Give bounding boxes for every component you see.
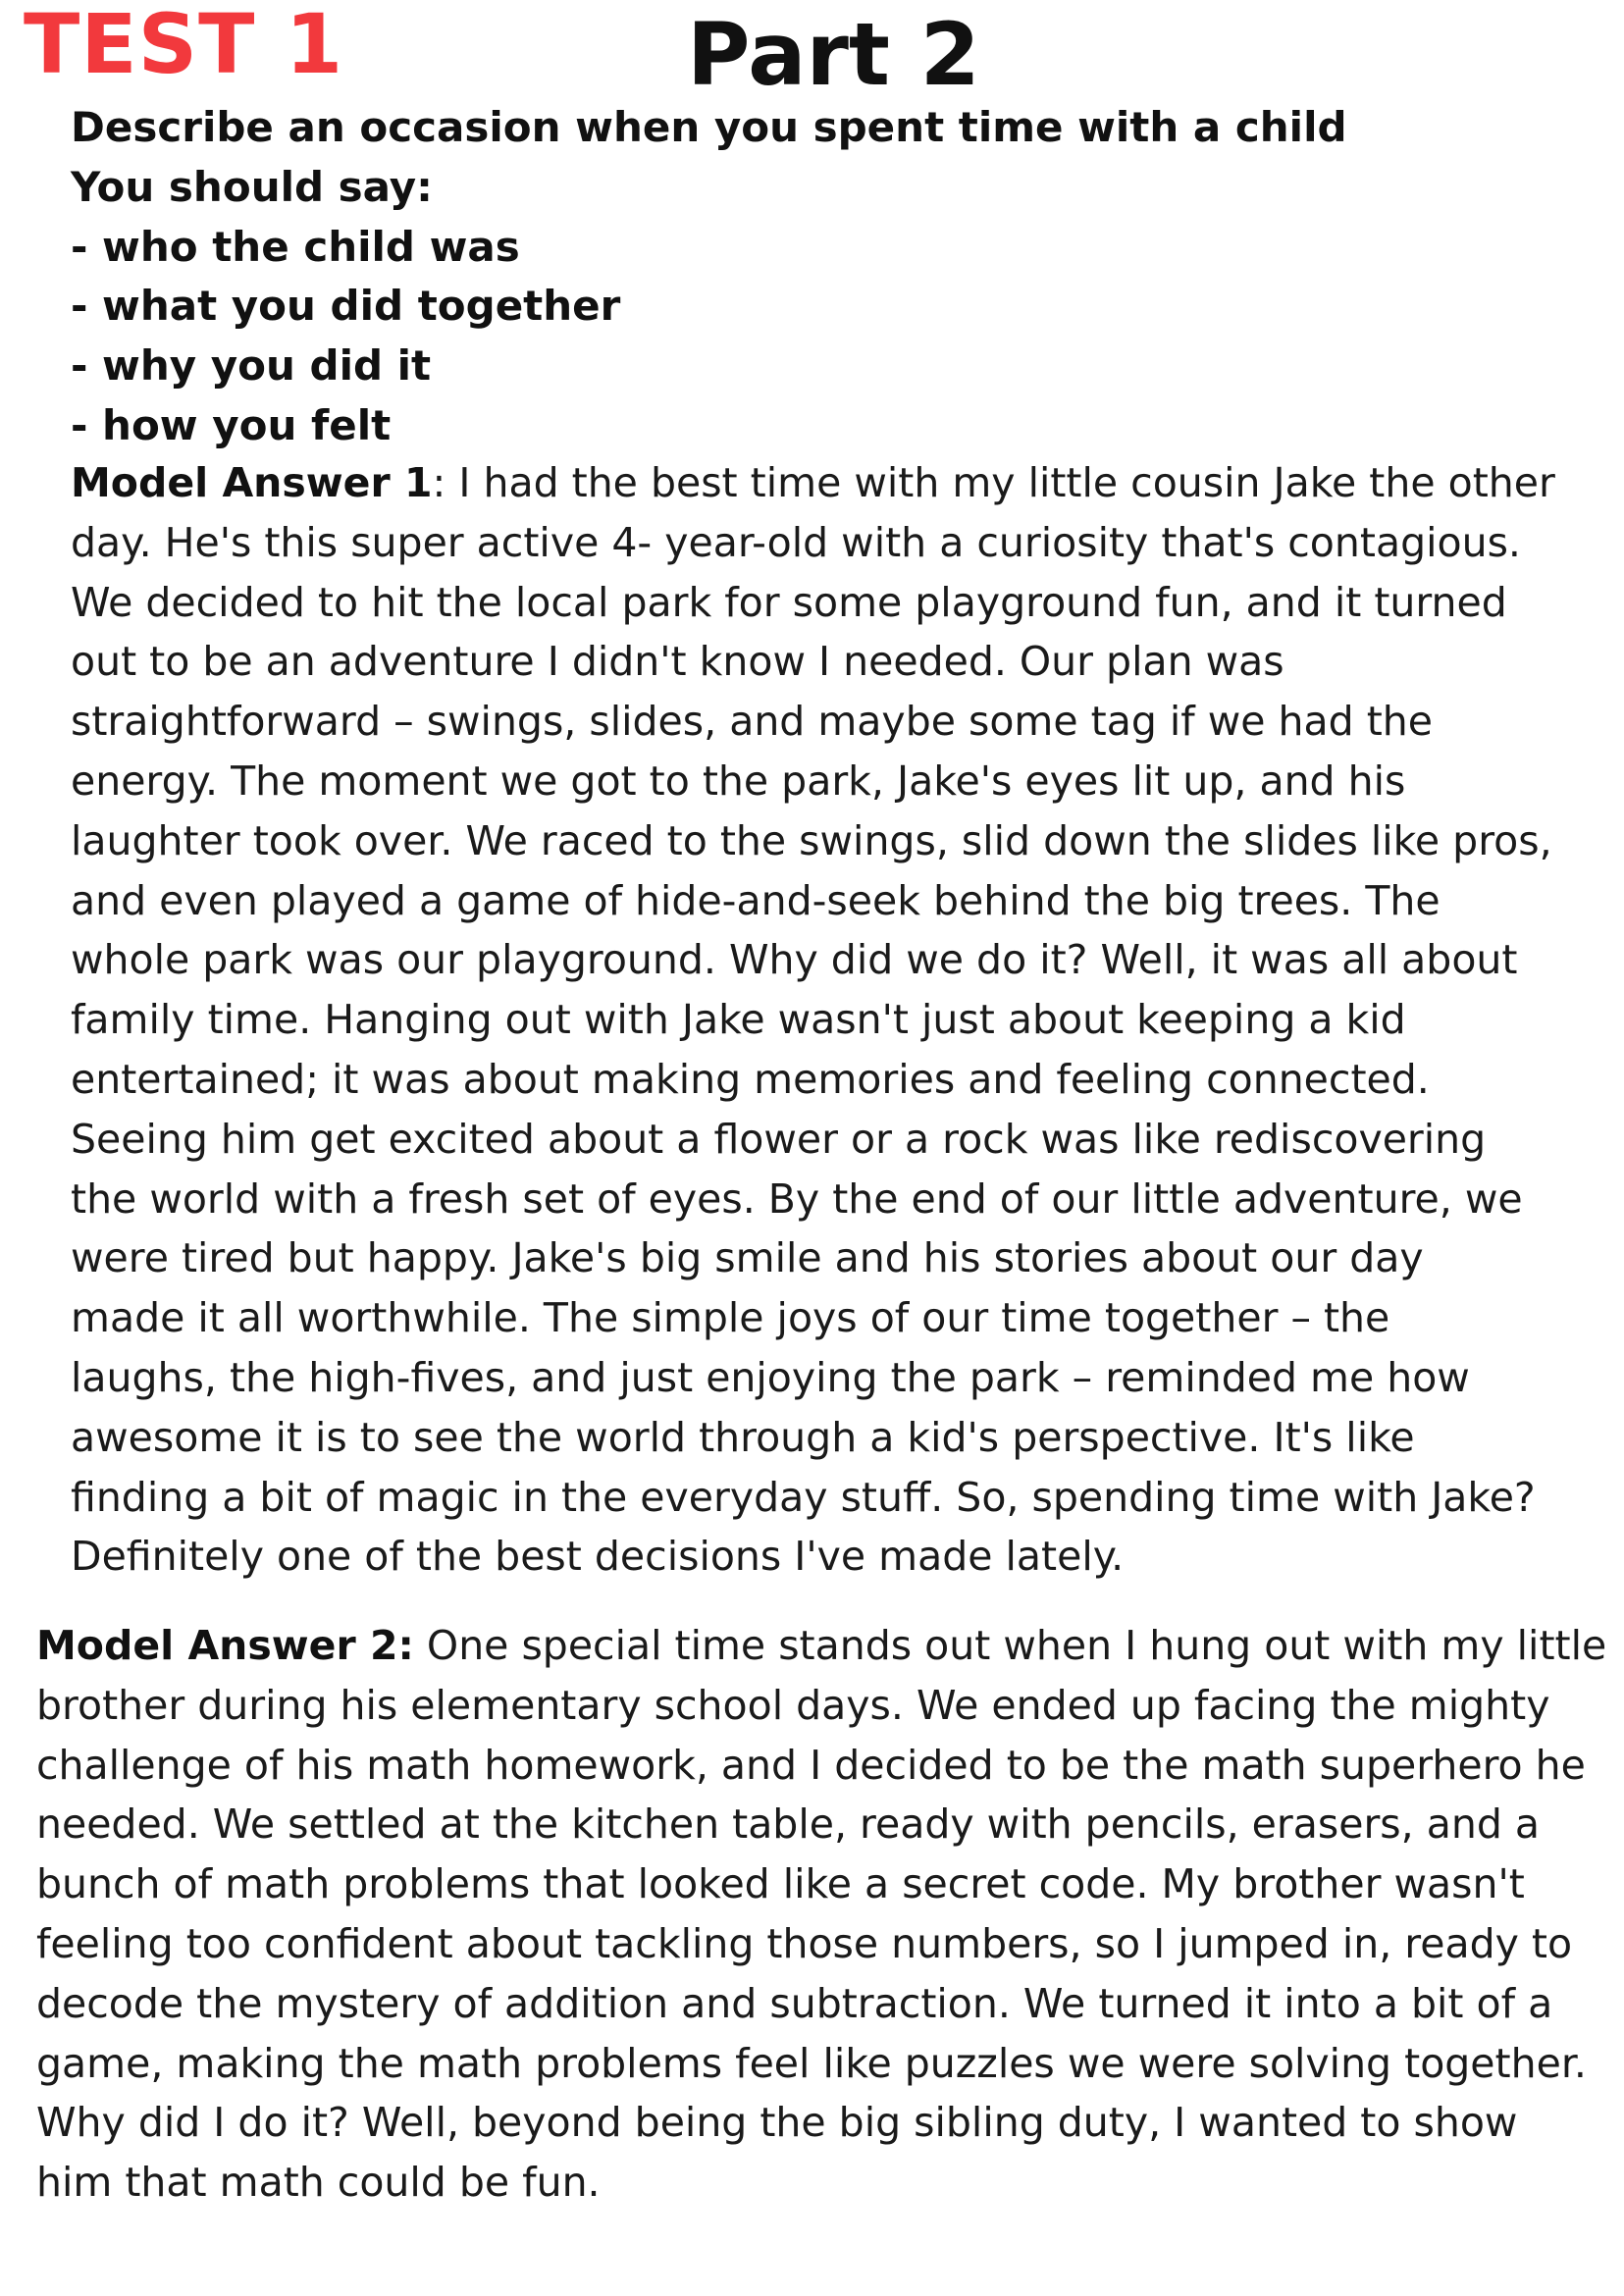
answer-line: the world with a fresh set of eyes. By the end of our little adventure, we (71, 1174, 1523, 1223)
answer-line: laughter took over. We raced to the swings, slid down the slides like pros, (71, 816, 1552, 864)
cue-card-point: - how you felt (71, 400, 392, 449)
answer-line: needed. We settled at the kitchen table, ready with pencils, erasers, and a (36, 1800, 1541, 1849)
answer-line: made it all worthwhile. The simple joys of our time together – the (71, 1294, 1390, 1342)
cue-card-point: - why you did it (71, 341, 432, 391)
cue-card-point: - who the child was (71, 222, 520, 271)
answer-line: laughs, the high-fives, and just enjoying the park – reminded me how (71, 1353, 1470, 1401)
test-label: TEST 1 (24, 0, 344, 92)
answer-line: Why did I do it? Well, beyond being the big sibling duty, I wanted to show (36, 2099, 1518, 2147)
answer-line: day. He's this super active 4- year-old with a curiosity that's contagious. (71, 518, 1521, 566)
answer-line: feeling too confident about tackling those numbers, so I jumped in, ready to (36, 1919, 1573, 1967)
answer-line: family time. Hanging out with Jake wasn't just about keeping a kid (71, 996, 1406, 1044)
answer-line: game, making the math problems feel like puzzles we were solving together. (36, 2039, 1587, 2087)
answer-line: decode the mystery of addition and subtraction. We turned it into a bit of a (36, 1979, 1553, 2027)
answer-line: were tired but happy. Jake's big smile and his stories about our day (71, 1234, 1424, 1282)
part-title: Part 2 (687, 4, 980, 105)
answer-line: him that math could be fun. (36, 2159, 601, 2207)
answer-line: Seeing him get excited about a flower or a rock was like rediscovering (71, 1115, 1487, 1163)
answer-text: : I had the best time with my little cousin Jake the other (432, 459, 1555, 506)
answer-line: brother during his elementary school days. We ended up facing the mighty (36, 1681, 1550, 1729)
answer-line: entertained; it was about making memories and feeling connected. (71, 1055, 1430, 1103)
cue-card-topic: Describe an occasion when you spent time with a child (71, 103, 1347, 151)
answer-line: straightforward – swings, slides, and maybe some tag if we had the (71, 698, 1433, 746)
model-answer-1-label: Model Answer 1 (71, 459, 433, 506)
answer-line: out to be an adventure I didn't know I needed. Our plan was (71, 638, 1284, 686)
cue-card-point: - what you did together (71, 282, 621, 331)
answer-line: Definitely one of the best decisions I've made lately. (71, 1533, 1125, 1581)
cue-card (71, 98, 1582, 456)
answer-line: and even played a game of hide-and-seek behind the big trees. The (71, 876, 1441, 924)
answer-line (71, 453, 1611, 513)
answer-line: challenge of his math homework, and I decided to be the math superhero he (36, 1741, 1586, 1789)
cue-card-prompt: You should say: (71, 162, 433, 211)
model-answer-2-label: Model Answer 2: (36, 1622, 414, 1669)
model-answer-1 (71, 453, 1611, 1587)
answer-line (36, 1616, 1606, 1676)
answer-line: awesome it is to see the world through a kid's perspective. It's like (71, 1413, 1415, 1461)
answer-line: whole park was our playground. Why did we do it? Well, it was all about (71, 936, 1518, 984)
answer-line: finding a bit of magic in the everyday stuff. So, spending time with Jake? (71, 1473, 1536, 1521)
answer-line: bunch of math problems that looked like a secret code. My brother wasn't (36, 1860, 1525, 1908)
answer-line: We decided to hit the local park for some playground fun, and it turned (71, 578, 1507, 626)
answer-line: energy. The moment we got to the park, Jake's eyes lit up, and his (71, 757, 1406, 805)
answer-text: One special time stands out when I hung out with my little (413, 1622, 1607, 1669)
model-answer-2 (36, 1616, 1606, 2213)
